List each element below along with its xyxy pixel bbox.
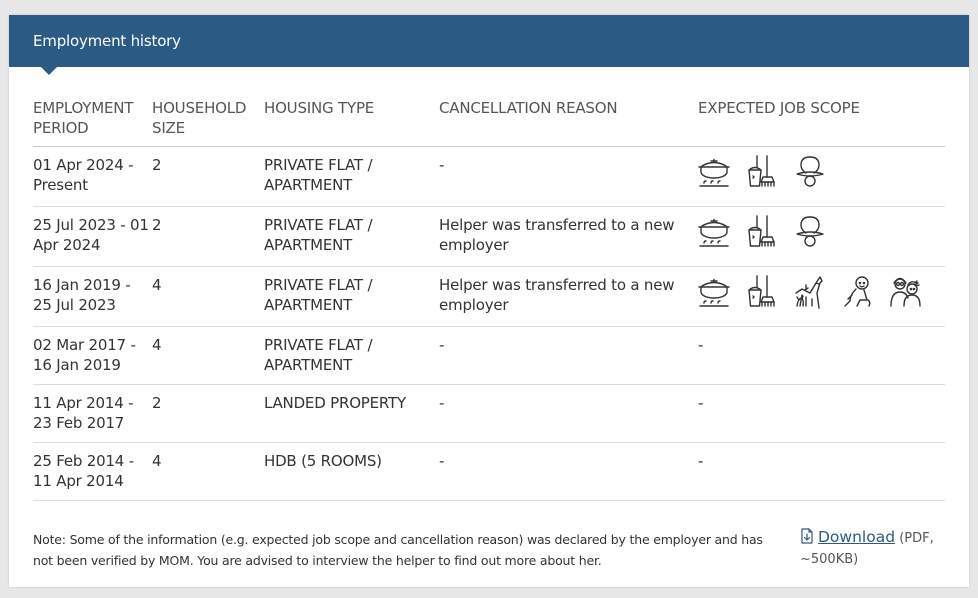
child-care-icon — [842, 275, 874, 309]
cleaning-icon — [746, 275, 778, 309]
table-row — [33, 443, 945, 501]
cell-household: 4 — [152, 443, 264, 501]
cleaning-icon — [746, 155, 778, 189]
download-meta: (PDF, ~500KB) — [800, 531, 934, 567]
cell-housing: PRIVATE FLAT / APARTMENT — [264, 327, 439, 385]
disclaimer-note: Note: Some of the information (e.g. expected job scope and cancellation reason) was declared by the employer and has not been verified by MOM. You are advised to interview the helper to find out more about her. — [33, 532, 763, 568]
header-pointer — [41, 67, 57, 75]
job-scope-icons — [698, 275, 945, 309]
table-header-row — [33, 98, 945, 147]
document-download-icon[interactable] — [800, 528, 814, 544]
cell-period: 25 Jul 2023 - 01 Apr 2024 — [33, 207, 152, 267]
employment-history-table — [33, 98, 945, 501]
column-header-housing: HOUSING TYPE — [264, 98, 439, 147]
employment-history-card — [9, 15, 969, 587]
job-scope-icons — [698, 155, 945, 189]
cell-period: 16 Jan 2019 - 25 Jul 2023 — [33, 267, 152, 327]
table-row — [33, 147, 945, 207]
cell-period: 02 Mar 2017 - 16 Jan 2019 — [33, 327, 152, 385]
infant-care-icon — [794, 215, 826, 249]
column-header-scope: EXPECTED JOB SCOPE — [698, 98, 945, 147]
cell-household: 2 — [152, 385, 264, 443]
cell-scope: - — [698, 443, 945, 501]
card-header — [9, 15, 969, 67]
cell-reason: - — [439, 385, 698, 443]
cell-reason: - — [439, 443, 698, 501]
cell-household: 2 — [152, 207, 264, 267]
table-row — [33, 267, 945, 327]
cell-scope — [698, 267, 945, 327]
cleaning-icon — [746, 215, 778, 249]
cell-housing: PRIVATE FLAT / APARTMENT — [264, 147, 439, 207]
table-row — [33, 207, 945, 267]
cell-scope: - — [698, 385, 945, 443]
column-header-period: EMPLOYMENT PERIOD — [33, 98, 152, 147]
cell-housing: PRIVATE FLAT / APARTMENT — [264, 207, 439, 267]
cell-household: 4 — [152, 267, 264, 327]
job-scope-icons — [698, 215, 945, 249]
cell-period: 01 Apr 2024 - Present — [33, 147, 152, 207]
cell-household: 2 — [152, 147, 264, 207]
pet-care-icon — [794, 275, 826, 309]
elderly-care-icon — [890, 275, 922, 309]
cell-housing: LANDED PROPERTY — [264, 385, 439, 443]
table-row — [33, 327, 945, 385]
cell-reason: Helper was transferred to a new employer — [439, 267, 698, 327]
cell-reason: - — [439, 327, 698, 385]
cell-period: 11 Apr 2014 - 23 Feb 2017 — [33, 385, 152, 443]
table-row — [33, 385, 945, 443]
cell-period: 25 Feb 2014 - 11 Apr 2014 — [33, 443, 152, 501]
cell-reason: - — [439, 147, 698, 207]
column-header-household: HOUSEHOLD SIZE — [152, 98, 264, 147]
card-title: Employment history — [33, 32, 181, 50]
cell-housing: PRIVATE FLAT / APARTMENT — [264, 267, 439, 327]
cell-reason: Helper was transferred to a new employer — [439, 207, 698, 267]
cell-housing: HDB (5 ROOMS) — [264, 443, 439, 501]
cell-scope — [698, 207, 945, 267]
infant-care-icon — [794, 155, 826, 189]
download-section — [800, 527, 950, 570]
cooking-pot-icon — [698, 275, 730, 309]
cell-household: 4 — [152, 327, 264, 385]
column-header-reason: CANCELLATION REASON — [439, 98, 698, 147]
cell-scope — [698, 147, 945, 207]
cell-scope: - — [698, 327, 945, 385]
cooking-pot-icon — [698, 155, 730, 189]
download-link[interactable]: Download — [818, 528, 896, 546]
cooking-pot-icon — [698, 215, 730, 249]
